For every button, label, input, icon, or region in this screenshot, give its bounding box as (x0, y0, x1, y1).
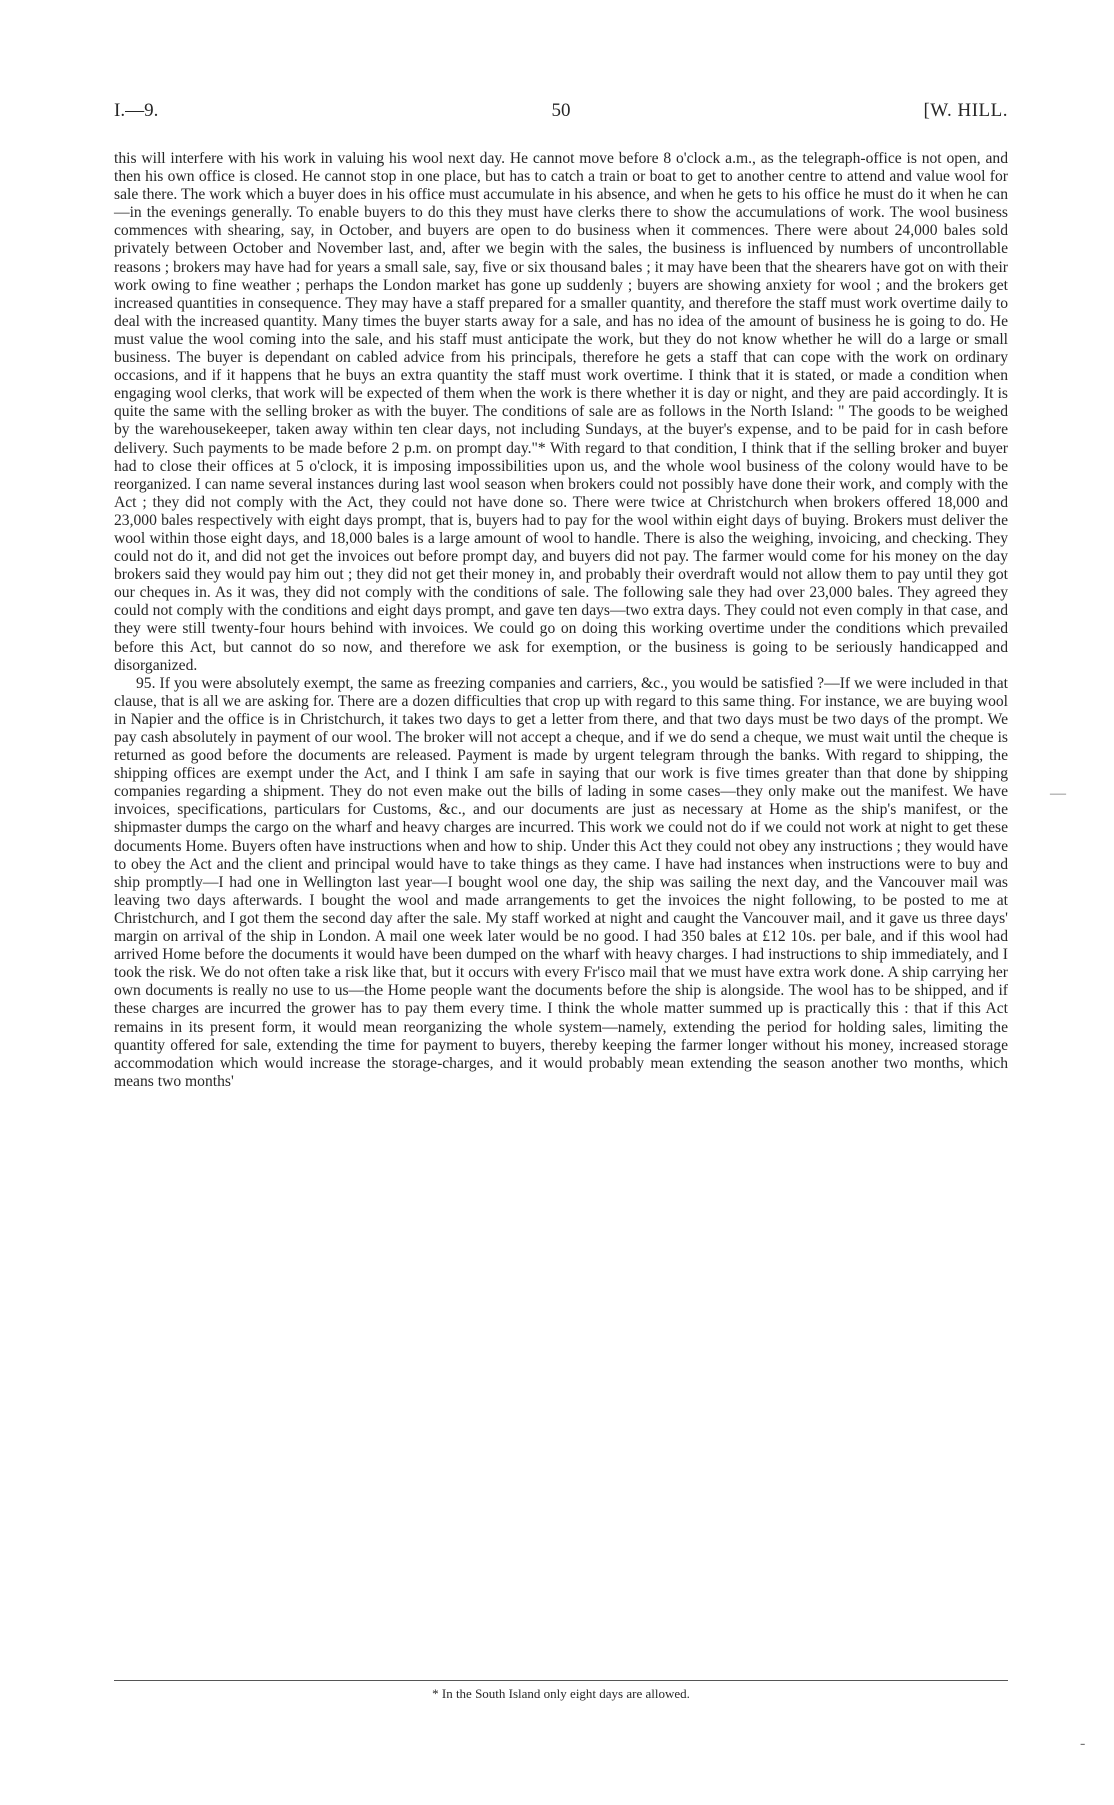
page-header (114, 100, 1008, 130)
footnote-divider (114, 1680, 1008, 1681)
paragraph-question-95: 95. If you were absolutely exempt, the same as freezing companies and carriers, &c., you would be satisfied ?—If we were included in that clause, that is all we are asking for. There are a dozen difficulties that crop up with regard to this same thing. For instance, we are buying wool in Napier and the office is in Christchurch, it takes two days to get a letter from there, and that two days must be two days of the prompt. We pay cash absolutely in payment of our wool. The broker will not accept a cheque, and if we do send a cheque, we must wait until the cheque is returned as good before the documents are released. Payment is made by urgent telegram through the banks. With regard to shipping, the shipping offices are exempt under the Act, and I think I am safe in saying that our work is five times greater than that done by shipping companies regarding a shipment. They do not even make out the bills of lading in some cases—they only make out the manifest. We have invoices, specifications, particulars for Customs, &c., and our documents are just as necessary at Home as the ship's manifest, or the shipmaster dumps the cargo on the wharf and heavy charges are incurred. This work we could not do if we could not work at night to get these documents Home. Buyers often have instructions when and how to ship. Under this Act they could not obey any instructions ; they would have to obey the Act and the client and principal would have to take things as they came. I have had instances when instructions were to buy and ship promptly—I had one in Wellington last year—I bought wool one day, the ship was sailing the next day, and the Vancouver mail was leaving two days afterwards. I bought the wool and made arrangements to get the invoices the night following, to be posted to me at Christchurch, and I got them the second day after the sale. My staff worked at night and caught the Vancouver mail, and it gave us three days' margin on arrival of the ship in London. A mail one week later would be no good. I had 350 bales at £12 10s. per bale, and if this wool had arrived Home before the documents it would have been dumped on the wharf with heavy charges. I had instructions to ship immediately, and I took the risk. We do not often take a risk like that, but it occurs with every Fr'isco mail that we must have extra work done. A ship carrying her own documents is really no use to us—the Home people want the documents before the ship is alongside. The wool has to be shipped, and if these charges are incurred the grower has to pay them every time. I think the whole matter summed up is practically this : that if this Act remains in its present form, it would mean reorganizing the whole system—namely, extending the period for holding sales, limiting the quantity offered for sale, extending the time for payment to buyers, thereby keeping the farmer longer without his money, increased storage accommodation which would increase the storage-charges, and it would probably mean extending the season another two months, which means two months' (114, 674, 1008, 1090)
witness-name: [W. HILL. (923, 100, 1008, 121)
body-text (114, 150, 1008, 1091)
paragraph-continued: this will interfere with his work in valuing his wool next day. He cannot move before 8 o'clock a.m., as the telegraph-office is not open, and then his own office is closed. He cannot stop in one place, but has to catch a train or boat to get to another centre to attend and value wool for sale there. The work which a buyer does in his office must accumulate in his absence, and when he gets to his office he must do it when he can—in the evenings generally. To enable buyers to do this they must have clerks there to show the accumulations of work. The wool business commences with shearing, say, in October, and buyers are open to do business when it commences. There were about 24,000 bales sold privately between October and November last, and, after we begin with the sales, the business is influenced by numbers of uncontrollable reasons ; brokers may have had for years a small sale, say, five or six thousand bales ; it may have been that the shearers have got on with their work owing to fine weather ; perhaps the London market has gone up suddenly ; buyers are showing anxiety for wool ; and the brokers get increased quantities in consequence. They may have a staff prepared for a smaller quantity, and therefore the staff must work overtime daily to deal with the increased quantity. Many times the buyer starts away for a sale, and has no idea of the amount of business he is going to do. He must value the wool coming into the sale, and his staff must anticipate the work, but they do not know whether he will do a large or small business. The buyer is dependant on cabled advice from his principals, therefore he gets a staff that can cope with the work on ordinary occasions, and if it happens that he buys an extra quantity the staff must work overtime. I think that it is stated, or made a condition when engaging wool clerks, that work will be expected of them when the work is there whether it is day or night, and they are paid accordingly. It is quite the same with the selling broker as with the buyer. The conditions of sale are as follows in the North Island: " The goods to be weighed by the warehousekeeper, taken away within ten clear days, not including Sundays, at the buyer's expense, and to be paid for in cash before delivery. Such payments to be made before 2 p.m. on prompt day."* With regard to that condition, I think that if the selling broker and buyer had to close their offices at 5 o'clock, it is imposing impossibilities upon us, and the whole wool business of the colony would have to be reorganized. I can name several instances during last wool season when brokers could not possibly have done their work, and comply with the Act ; they did not comply with the Act, they could not have done so. There were twice at Christchurch when brokers offered 18,000 and 23,000 bales respectively with eight days prompt, that is, buyers had to pay for the wool within eight days of buying. Brokers must deliver the wool within those eight days, and 18,000 bales is a large amount of wool to handle. There is also the weighing, invoicing, and checking. They could not do it, and did not get the invoices out before prompt day, and buyers did not pay. The farmer would come for his money on the day brokers said they would pay him out ; they did not get their money in, and probably their overdraft would not allow them to pay until they got our cheques in. As it was, they did not comply with the conditions of sale. The following sale they had over 23,000 bales. They agreed they could not comply with the conditions and eight days prompt, and gave ten days—two extra days. They could not even comply in that case, and they were still twenty-four hours behind with invoices. We could go on doing this working overtime under the conditions which prevailed before this Act, but cannot do so now, and therefore we ask for exemption, or the business is going to be seriously handicapped and disorganized. (114, 150, 1008, 674)
footnote: * In the South Island only eight days are allowed. (432, 1686, 690, 1701)
margin-mark: ‑ (1080, 1735, 1086, 1752)
page-number: 50 (551, 100, 571, 121)
margin-mark: — (1050, 785, 1066, 802)
paper-reference: I.—9. (114, 100, 159, 121)
